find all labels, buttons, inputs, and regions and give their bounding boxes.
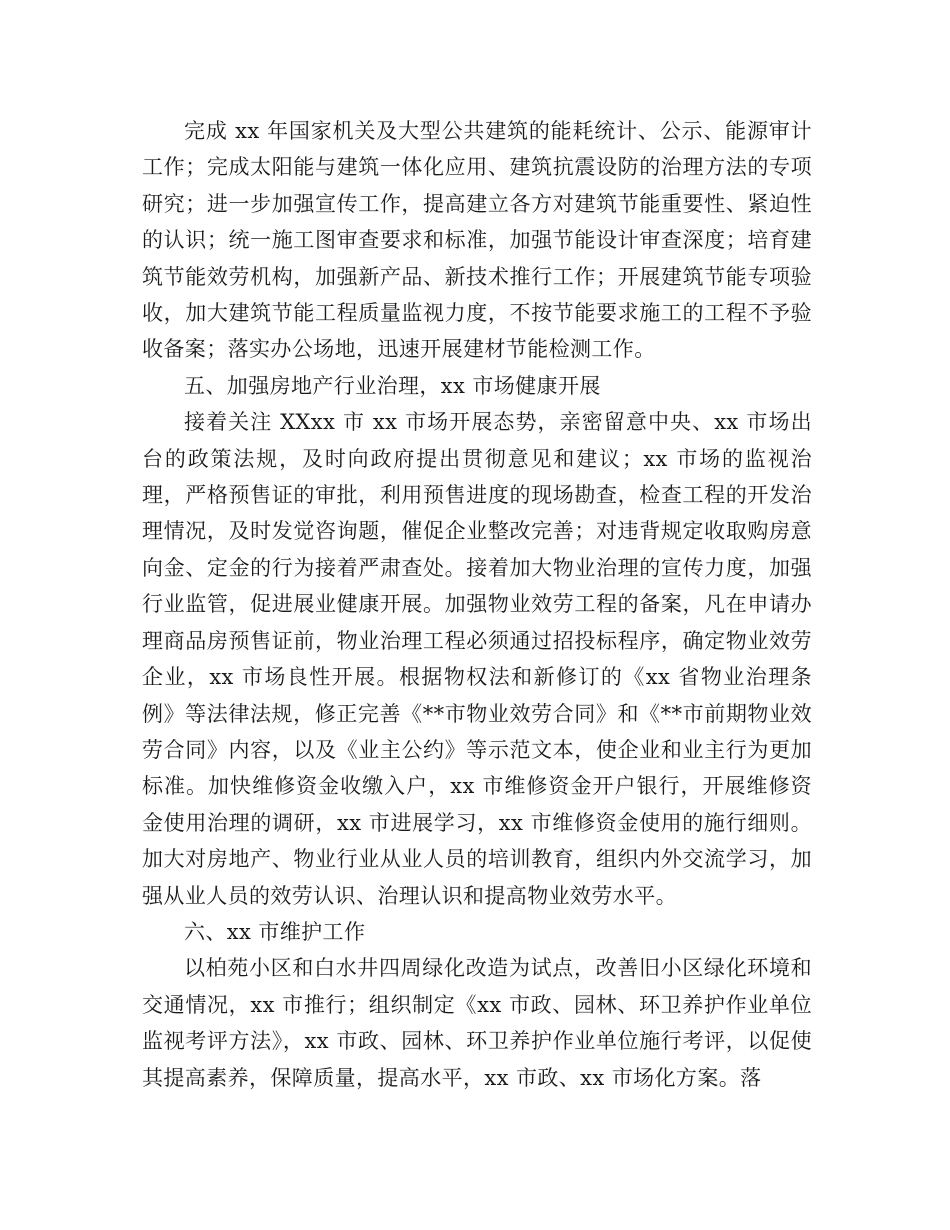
section-heading: 六、xx 市维护工作 (184, 919, 366, 944)
body-paragraph: 接着关注 XXxx 市 xx 市场开展态势，亲密留意中央、xx 市场出台的政策法规，及时向政府提出贯彻意见和建议；xx 市场的监视治理，严格预售证的审批，利用预售进度的现场勘查，检查工程的开发治理情况，及时发觉咨询题，催促企业整改完善；对违背规定收取购房意向金、定金的行为接着严肃查处。接着加大物业治理的宣传力度，加强行业监管，促进展业健康开展。加强物业效劳工程的备案，凡在申请办理商品房预售证前，物业治理工程必须通过招投标程序，确定物业效劳企业，xx 市场良性开展。根据物权法和新修订的《xx 省物业治理条例》等法律法规，修正完善《**市物业效劳合同》和《**市前期物业效劳合同》内容，以及《业主公约》等示范文本，使企业和业主行为更加标准。加快维修资金收缴入户，xx 市维修资金开户银行，开展维修资金使用治理的调研，xx 市进展学习，xx 市维修资金使用的施行细则。加大对房地产、物业行业从业人员的培训教育，组织内外交流学习，加强从业人员的效劳认识、治理认识和提高物业效劳水平。 (142, 410, 812, 908)
body-paragraph: 以柏苑小区和白水井四周绿化改造为试点，改善旧小区绿化环境和交通情况，xx 市推行；组织制定《xx 市政、园林、环卫养护作业单位监视考评方法》，xx 市政、园林、环卫养护作业单位施行考评，以促使其提高素养，保障质量，提高水平，xx 市政、xx 市场化方案。落 (142, 956, 812, 1090)
document-page (142, 113, 812, 1096)
body-paragraph: 完成 xx 年国家机关及大型公共建筑的能耗统计、公示、能源审计工作；完成太阳能与建筑一体化应用、建筑抗震设防的治理方法的专项研究；进一步加强宣传工作，提高建立各方对建筑节能重要性、紧迫性的认识；统一施工图审查要求和标准，加强节能设计审查深度；培育建筑节能效劳机构，加强新产品、新技术推行工作；开展建筑节能专项验收，加大建筑节能工程质量监视力度，不按节能要求施工的工程不予验收备案；落实办公场地，迅速开展建材节能检测工作。 (142, 119, 812, 362)
section-heading: 五、加强房地产行业治理，xx 市场健康开展 (184, 373, 601, 398)
